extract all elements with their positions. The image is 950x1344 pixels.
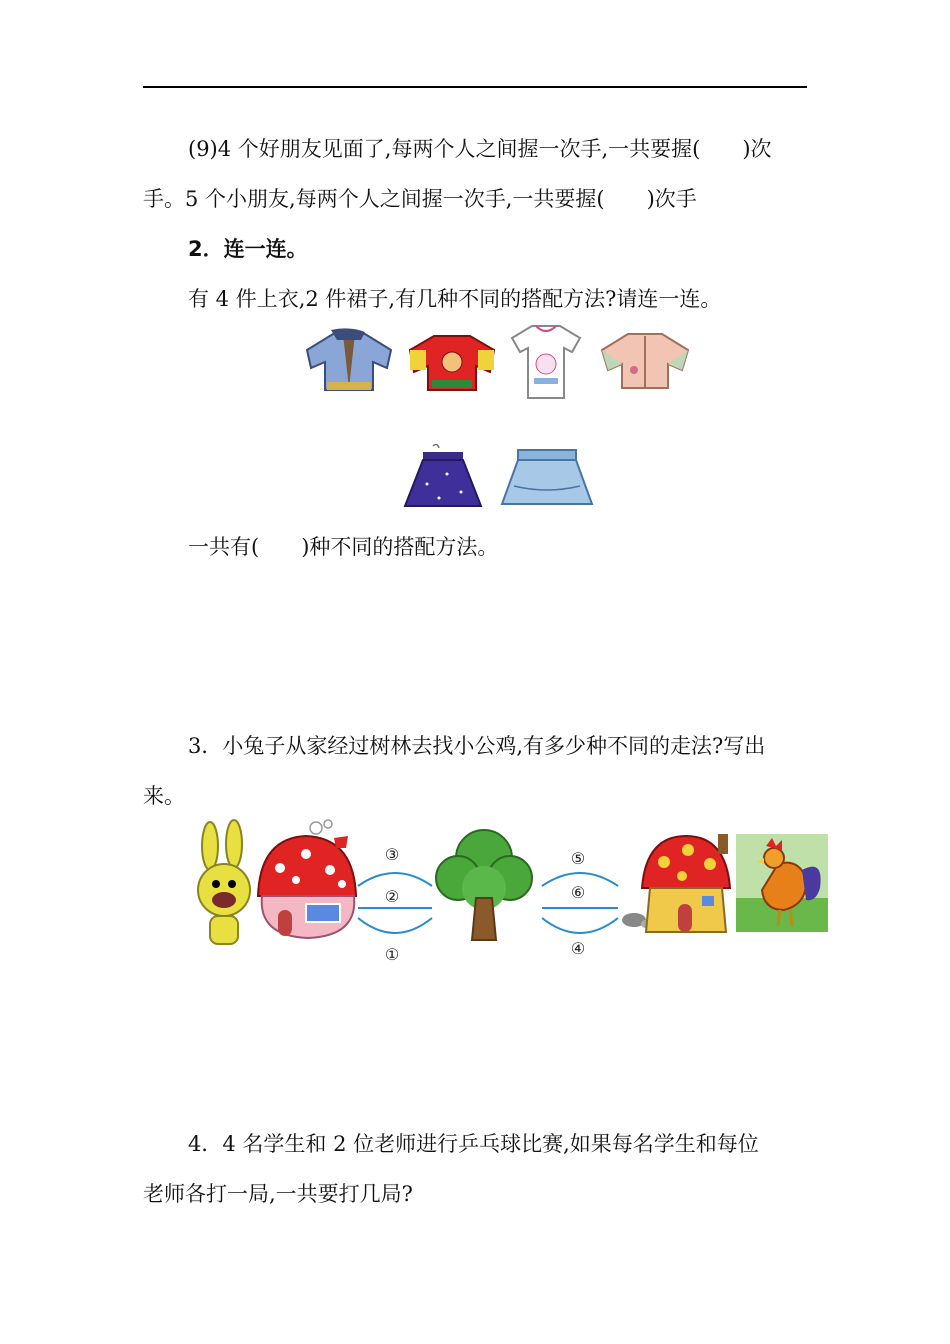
route-illustration (188, 818, 830, 968)
path-label-3: ③ (384, 845, 400, 864)
q4-line2: 老师各打一局,一共要打几局? (143, 1182, 413, 1206)
q2-text: 有 4 件上衣,2 件裙子,有几种不同的搭配方法?请连一连。 (188, 287, 722, 311)
mushroom-house-left-image (258, 820, 356, 938)
tree-image (436, 830, 532, 940)
rooster-image (736, 834, 828, 932)
tshirt-white-image (508, 322, 584, 402)
q3-line1: 3．小兔子从家经过树林去找小公鸡,有多少种不同的走法?写出 (188, 734, 766, 758)
q2-answer: 一共有( )种不同的搭配方法。 (188, 535, 499, 559)
header-rule (143, 86, 807, 88)
sweater-red-image (406, 332, 498, 394)
path-label-4: ④ (570, 939, 586, 958)
q4-line1: 4．4 名学生和 2 位老师进行乒乓球比赛,如果每名学生和每位 (188, 1132, 759, 1156)
path-label-6: ⑥ (570, 883, 586, 902)
path-label-1: ① (384, 945, 400, 964)
mushroom-house-right-image (642, 834, 730, 932)
skirt-denim-image (500, 446, 594, 508)
jacket-pink-image (598, 330, 692, 392)
q9-line2: 手。5 个小朋友,每两个人之间握一次手,一共要握( )次手 (143, 187, 697, 211)
q9-line1: (9)4 个好朋友见面了,每两个人之间握一次手,一共要握( )次 (188, 137, 772, 161)
path-label-5: ⑤ (570, 849, 586, 868)
path-label-2: ② (384, 887, 400, 906)
q2-heading: 2．连一连。 (188, 237, 308, 261)
rabbit-image (198, 820, 250, 944)
q3-line2: 来。 (143, 784, 185, 808)
skirt-purple-image (403, 444, 483, 510)
jacket-blue-image (303, 328, 395, 394)
